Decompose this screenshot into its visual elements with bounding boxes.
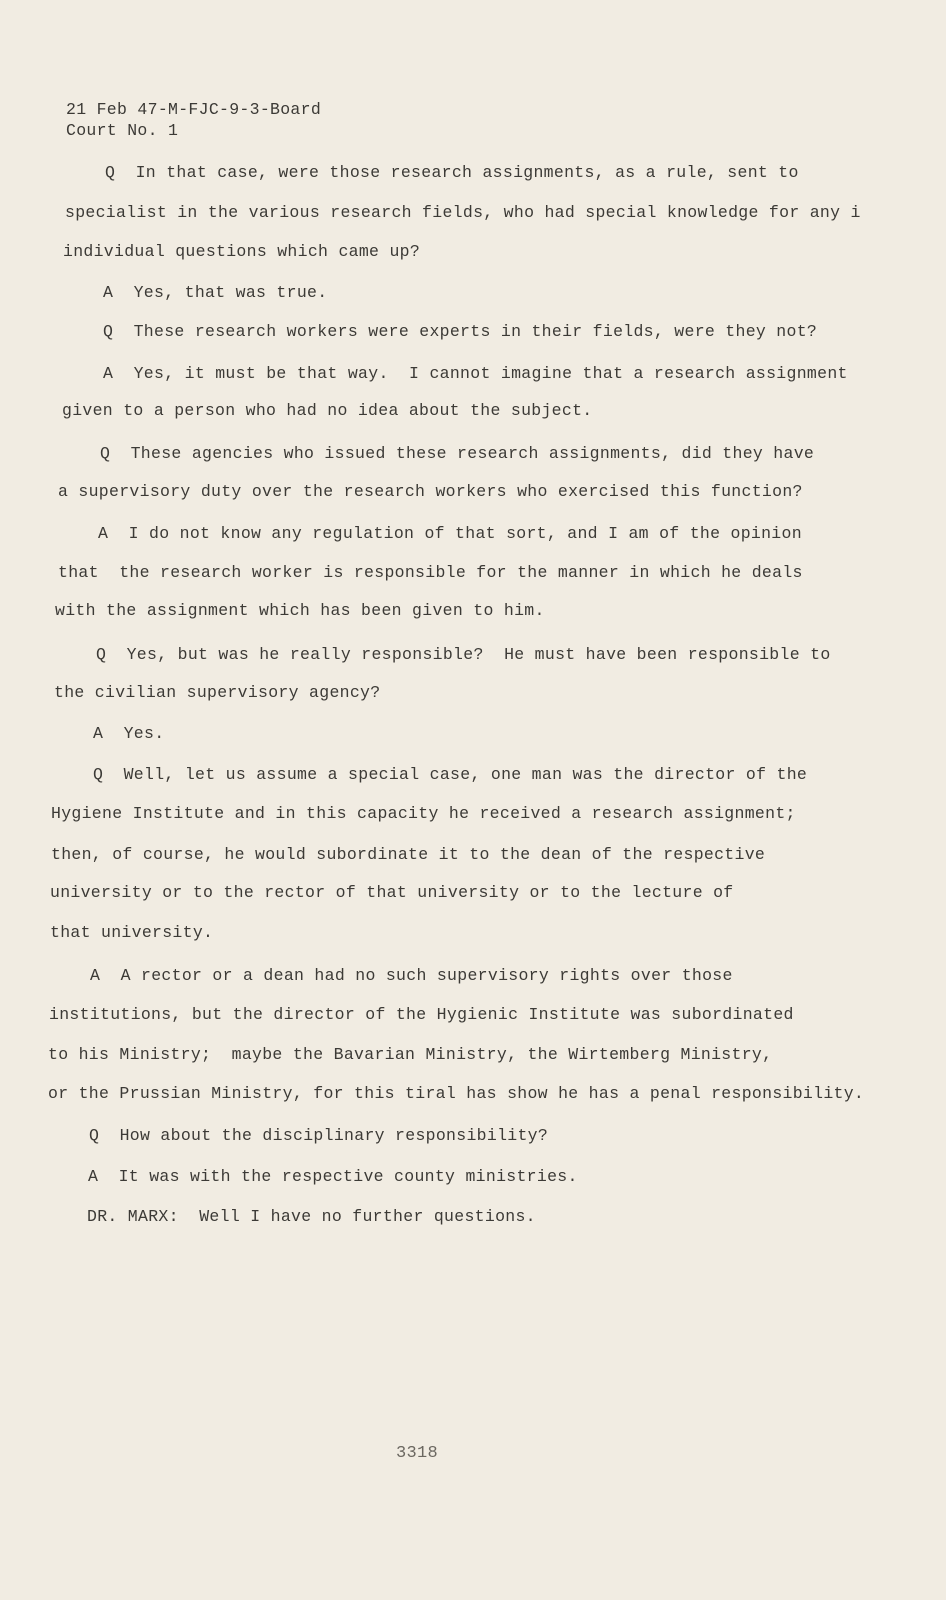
- transcript-line: that university.: [50, 923, 214, 942]
- transcript-line: or the Prussian Ministry, for this tiral has show he has a penal responsibility.: [48, 1084, 865, 1103]
- transcript-line: specialist in the various research fields, who had special knowledge for any i: [65, 203, 861, 222]
- transcript-line: A Yes.: [93, 724, 165, 743]
- transcript-line: Q Yes, but was he really responsible? He must have been responsible to: [96, 645, 831, 664]
- transcript-line: Q Well, let us assume a special case, one man was the director of the: [93, 765, 808, 784]
- header-court-line: Court No. 1: [66, 121, 179, 140]
- transcript-line: Hygiene Institute and in this capacity he received a research assignment;: [51, 804, 796, 823]
- transcript-line: that the research worker is responsible for the manner in which he deals: [58, 563, 803, 582]
- header-session-line: 21 Feb 47-M-FJC-9-3-Board: [66, 100, 322, 119]
- transcript-line: university or to the rector of that university or to the lecture of: [50, 883, 734, 902]
- transcript-line: a supervisory duty over the research workers who exercised this function?: [58, 482, 803, 501]
- transcript-line: A A rector or a dean had no such supervisory rights over those: [90, 966, 733, 985]
- transcript-line: then, of course, he would subordinate it to the dean of the respective: [51, 845, 766, 864]
- transcript-line: DR. MARX: Well I have no further questions.: [87, 1207, 536, 1226]
- page-number: 3318: [396, 1444, 439, 1463]
- transcript-line: Q These research workers were experts in their fields, were they not?: [103, 322, 818, 341]
- transcript-line: the civilian supervisory agency?: [54, 683, 381, 702]
- transcript-line: Q How about the disciplinary responsibility?: [89, 1126, 549, 1145]
- transcript-line: Q In that case, were those research assignments, as a rule, sent to: [105, 163, 799, 182]
- transcript-line: given to a person who had no idea about the subject.: [62, 401, 593, 420]
- transcript-line: A Yes, that was true.: [103, 283, 328, 302]
- transcript-line: institutions, but the director of the Hygienic Institute was subordinated: [49, 1005, 794, 1024]
- transcript-line: with the assignment which has been given to him.: [55, 601, 545, 620]
- transcript-line: individual questions which came up?: [63, 242, 421, 261]
- transcript-line: to his Ministry; maybe the Bavarian Ministry, the Wirtemberg Ministry,: [48, 1045, 773, 1064]
- transcript-line: A I do not know any regulation of that sort, and I am of the opinion: [98, 524, 802, 543]
- transcript-line: A Yes, it must be that way. I cannot imagine that a research assignment: [103, 364, 848, 383]
- transcript-line: A It was with the respective county ministries.: [88, 1167, 578, 1186]
- transcript-line: Q These agencies who issued these research assignments, did they have: [100, 444, 815, 463]
